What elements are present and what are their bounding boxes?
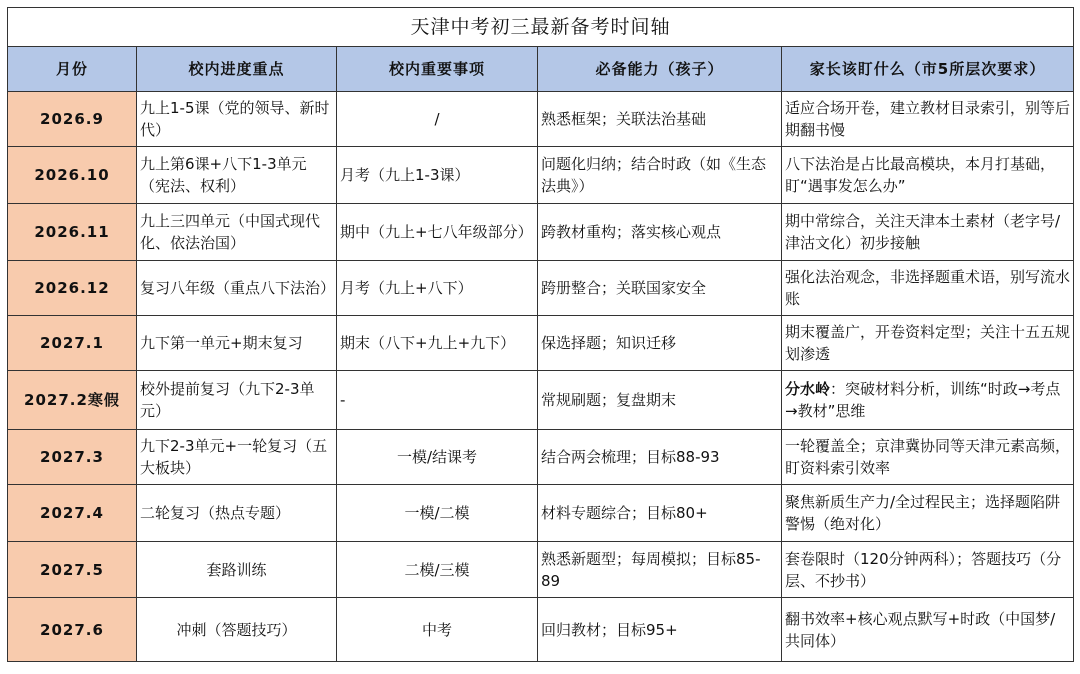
cell-month: 2027.5 (8, 542, 137, 598)
cell-progress: 九下2-3单元+一轮复习（五大板块） (137, 430, 337, 485)
table-row (8, 147, 1074, 204)
cell-month: 2027.1 (8, 316, 137, 371)
table-row (8, 92, 1074, 147)
cell-ability: 结合两会梳理；目标88-93 (538, 430, 782, 485)
cell-progress: 冲刺（答题技巧） (137, 598, 337, 662)
cell-progress: 复习八年级（重点八下法治） (137, 261, 337, 316)
cell-progress: 九上第6课+八下1-3单元（宪法、权利） (137, 147, 337, 204)
table-row (8, 430, 1074, 485)
cell-month: 2026.12 (8, 261, 137, 316)
cell-ability: 回归教材；目标95+ (538, 598, 782, 662)
cell-event: 期末（八下+九上+九下） (337, 316, 538, 371)
table-row (8, 371, 1074, 430)
cell-ability: 保选择题；知识迁移 (538, 316, 782, 371)
cell-progress: 校外提前复习（九下2-3单元） (137, 371, 337, 430)
cell-event: 一模/二模 (337, 485, 538, 542)
cell-parent: 期末覆盖广，开卷资料定型；关注十五五规划渗透 (782, 316, 1074, 371)
cell-progress: 九上1-5课（党的领导、新时代） (137, 92, 337, 147)
cell-parent (782, 371, 1074, 430)
header-row (8, 47, 1074, 92)
header-month: 月份 (8, 47, 137, 92)
cell-event: 中考 (337, 598, 538, 662)
cell-month: 2027.3 (8, 430, 137, 485)
cell-event: / (337, 92, 538, 147)
cell-event: 月考（九上1-3课） (337, 147, 538, 204)
cell-progress: 九下第一单元+期末复习 (137, 316, 337, 371)
table-row (8, 485, 1074, 542)
cell-event: - (337, 371, 538, 430)
table-row (8, 542, 1074, 598)
cell-ability: 问题化归纳；结合时政（如《生态法典》） (538, 147, 782, 204)
cell-parent: 套卷限时（120分钟两科）；答题技巧（分层、不抄书） (782, 542, 1074, 598)
table-row (8, 598, 1074, 662)
timeline-table-container (7, 7, 1073, 662)
timeline-table (7, 7, 1074, 662)
table-row (8, 316, 1074, 371)
header-ability: 必备能力（孩子） (538, 47, 782, 92)
cell-parent: 强化法治观念，非选择题重术语，别写流水账 (782, 261, 1074, 316)
cell-ability: 熟悉框架；关联法治基础 (538, 92, 782, 147)
cell-month: 2026.11 (8, 204, 137, 261)
cell-progress: 二轮复习（热点专题） (137, 485, 337, 542)
cell-parent-text: ：突破材料分析，训练“时政→考点→教材”思维 (785, 380, 1061, 420)
header-event: 校内重要事项 (337, 47, 538, 92)
cell-month: 2027.4 (8, 485, 137, 542)
cell-month: 2026.9 (8, 92, 137, 147)
cell-ability: 跨册整合；关联国家安全 (538, 261, 782, 316)
cell-ability: 熟悉新题型；每周模拟；目标85-89 (538, 542, 782, 598)
cell-progress: 套路训练 (137, 542, 337, 598)
cell-event: 一模/结课考 (337, 430, 538, 485)
table-row (8, 204, 1074, 261)
cell-parent: 翻书效率+核心观点默写+时政（中国梦/共同体） (782, 598, 1074, 662)
cell-parent: 适应合场开卷，建立教材目录索引，别等后期翻书慢 (782, 92, 1074, 147)
watershed-label: 分水岭 (785, 380, 831, 398)
cell-ability: 跨教材重构；落实核心观点 (538, 204, 782, 261)
cell-progress: 九上三四单元（中国式现代化、依法治国） (137, 204, 337, 261)
title-row (8, 8, 1074, 47)
table-row (8, 261, 1074, 316)
cell-month: 2026.10 (8, 147, 137, 204)
cell-parent: 聚焦新质生产力/全过程民主；选择题陷阱警惕（绝对化） (782, 485, 1074, 542)
table-title: 天津中考初三最新备考时间轴 (8, 8, 1074, 47)
cell-event: 二模/三模 (337, 542, 538, 598)
header-progress: 校内进度重点 (137, 47, 337, 92)
cell-parent: 期中常综合，关注天津本土素材（老字号/津沽文化）初步接触 (782, 204, 1074, 261)
cell-parent: 八下法治是占比最高模块，本月打基础，盯“遇事发怎么办” (782, 147, 1074, 204)
cell-ability: 材料专题综合；目标80+ (538, 485, 782, 542)
cell-event: 期中（九上+七八年级部分） (337, 204, 538, 261)
cell-month: 2027.2寒假 (8, 371, 137, 430)
cell-parent: 一轮覆盖全；京津冀协同等天津元素高频，盯资料索引效率 (782, 430, 1074, 485)
header-parent: 家长该盯什么（市5所层次要求） (782, 47, 1074, 92)
cell-event: 月考（九上+八下） (337, 261, 538, 316)
cell-month: 2027.6 (8, 598, 137, 662)
cell-ability: 常规刷题；复盘期末 (538, 371, 782, 430)
